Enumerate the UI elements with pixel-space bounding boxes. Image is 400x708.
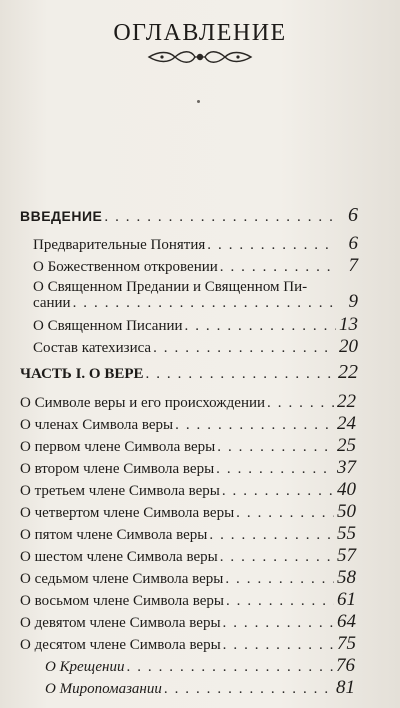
toc-page-number: 64 — [337, 611, 356, 632]
toc-label: О Божественном откровении — [33, 259, 218, 275]
dot-leader — [207, 236, 336, 255]
dot-leader — [223, 636, 334, 655]
toc-label: сании — [33, 295, 71, 311]
toc-subitem[interactable] — [45, 678, 355, 699]
toc-item[interactable] — [20, 612, 356, 633]
toc-label: О Крещении — [45, 659, 125, 675]
dot-leader — [267, 394, 334, 413]
dot-leader — [127, 658, 334, 677]
toc-item[interactable] — [20, 590, 356, 611]
toc-label: О восьмом члене Символа веры — [20, 593, 224, 609]
toc-page-number: 13 — [339, 314, 358, 335]
toc-subitem[interactable] — [45, 656, 355, 677]
toc-item[interactable] — [33, 337, 358, 358]
toc-page-number: 22 — [337, 391, 356, 412]
toc-page-number: 24 — [337, 413, 356, 434]
toc-item[interactable] — [33, 256, 358, 277]
dot-leader — [216, 460, 334, 479]
toc-label-wrapped-line[interactable]: О Священном Предании и Священном Пи- — [33, 279, 308, 295]
toc-label: О седьмом члене Символа веры — [20, 571, 224, 587]
dot-leader — [217, 438, 334, 457]
toc-label: О десятом члене Символа веры — [20, 637, 221, 653]
toc-label: О втором члене Символа веры — [20, 461, 215, 477]
toc-page-number: 25 — [337, 435, 356, 456]
toc-page-number: 40 — [337, 479, 356, 500]
dot-leader — [220, 258, 336, 277]
dot-leader — [73, 294, 336, 313]
toc-page-number: 9 — [348, 291, 358, 312]
toc-label: О третьем члене Символа веры — [20, 483, 220, 499]
toc-label: ВВЕДЕНИЕ — [20, 208, 103, 224]
dot-leader — [209, 526, 334, 545]
toc-label: О шестом члене Символа веры — [20, 549, 218, 565]
toc-label: О Символе веры и его происхождении — [20, 395, 266, 411]
toc-label: О первом члене Символа веры — [20, 439, 216, 455]
toc-item[interactable] — [20, 568, 356, 589]
toc-page-number: 20 — [339, 336, 358, 357]
toc-label: О Священном Писании — [33, 318, 183, 334]
toc-label: Состав катехизиса — [33, 340, 152, 356]
toc-page-number: 37 — [337, 457, 356, 478]
toc-page-number: 76 — [336, 655, 355, 676]
dot-leader — [153, 339, 336, 358]
toc-label: Предварительные Понятия — [33, 237, 206, 253]
toc-item[interactable] — [33, 234, 358, 255]
toc-page-number: 75 — [337, 633, 356, 654]
dot-leader — [222, 482, 334, 501]
toc-label: ЧАСТЬ I. О ВЕРЕ — [20, 366, 144, 382]
toc-page-number: 57 — [337, 545, 356, 566]
toc-label: О членах Символа веры — [20, 417, 174, 433]
toc-page-number: 61 — [337, 589, 356, 610]
toc-section-intro[interactable] — [20, 206, 358, 227]
toc-item[interactable] — [20, 458, 356, 479]
dot-leader — [220, 548, 334, 567]
toc-item[interactable] — [33, 292, 358, 313]
dot-leader — [226, 592, 334, 611]
page-title: ОГЛАВЛЕНИЕ — [113, 20, 287, 46]
toc-item[interactable] — [20, 414, 356, 435]
dot-leader — [175, 416, 334, 435]
toc-label: О пятом члене Символа веры — [20, 527, 208, 543]
toc-item[interactable] — [20, 480, 356, 501]
toc-page-number: 55 — [337, 523, 356, 544]
toc-label: О четвертом члене Символа веры — [20, 505, 235, 521]
toc-page-number: 6 — [348, 233, 358, 254]
dot-leader — [223, 614, 334, 633]
toc-item[interactable] — [20, 502, 356, 523]
toc-item[interactable] — [20, 436, 356, 457]
toc-item[interactable] — [20, 634, 356, 655]
toc-page-number: 7 — [348, 255, 358, 276]
dot-leader — [164, 680, 333, 699]
dot-leader — [104, 208, 336, 227]
toc-page-number: 58 — [337, 567, 356, 588]
dot-leader — [146, 365, 336, 384]
dot-leader — [236, 504, 334, 523]
toc-page-number: 81 — [336, 677, 355, 698]
toc-page-number: 22 — [338, 361, 358, 383]
toc-section-part-one[interactable] — [20, 363, 358, 384]
dot-leader — [185, 317, 336, 336]
dot-leader — [225, 570, 334, 589]
toc-page-number: 50 — [337, 501, 356, 522]
toc-item[interactable] — [33, 315, 358, 336]
toc-item[interactable] — [20, 392, 356, 413]
toc-page-number: 6 — [348, 204, 358, 226]
toc-item[interactable] — [20, 546, 356, 567]
toc-item[interactable] — [20, 524, 356, 545]
toc-label: О девятом члене Символа веры — [20, 615, 221, 631]
toc-label: О Миропомазании — [45, 681, 162, 697]
